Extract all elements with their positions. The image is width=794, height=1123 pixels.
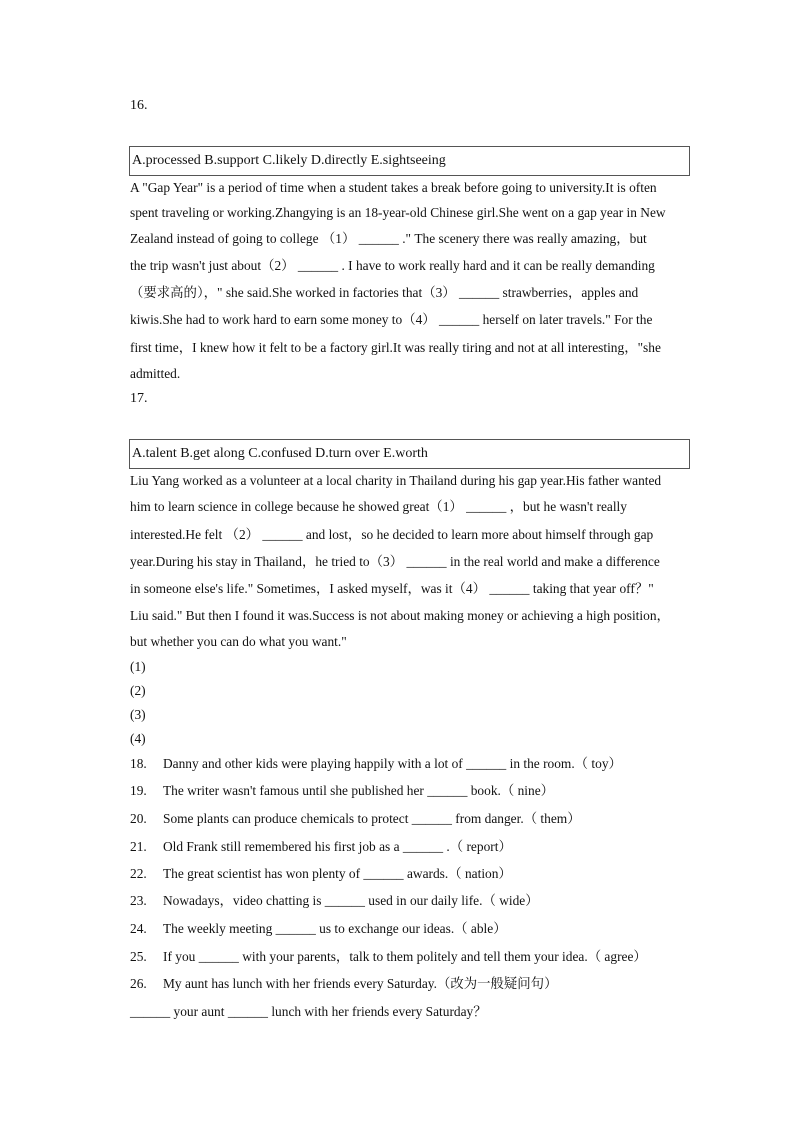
sub-question-3: (3) — [130, 707, 146, 722]
question-item — [130, 949, 647, 965]
question-item — [130, 811, 581, 827]
question-item — [130, 976, 557, 992]
item-number: 23. — [130, 893, 147, 908]
item-number: 19. — [130, 783, 147, 798]
passage-line: （要求高的），" she said.She worked in factories that（3） ______ strawberries，apples and — [130, 285, 639, 300]
question-16-options-box: A.processed B.support C.likely D.directly E.sightseeing — [129, 146, 690, 176]
passage-line: kiwis.She had to work hard to earn some money to（4） ______ herself on later travels." For the — [130, 312, 653, 327]
passage-line: first time，I knew how it felt to be a factory girl.It was really tiring and not at all interesting，"she — [130, 340, 661, 355]
question-16-number: 16. — [130, 98, 148, 113]
item-number: 25. — [130, 949, 147, 964]
item-text: Nowadays，video chatting is ______ used in our daily life.（ wide） — [163, 893, 539, 908]
question-item — [130, 893, 539, 909]
passage-line: the trip wasn't just about（2） ______ . I have to work really hard and it can be really demanding — [130, 258, 655, 273]
passage-line: him to learn science in college because he showed great（1） ______ ，but he wasn't really — [130, 499, 627, 514]
item-text: My aunt has lunch with her friends every Saturday.（改为一般疑问句） — [163, 976, 558, 991]
item-number: 26. — [130, 976, 147, 991]
item-number: 18. — [130, 756, 147, 771]
passage-line: Liu said." But then I found it was.Success is not about making money or achieving a high position， — [130, 608, 670, 623]
question-item — [130, 839, 512, 855]
item-number: 20. — [130, 811, 147, 826]
passage-line: Zealand instead of going to college （1） ______ ." The scenery there was really amazing，but — [130, 231, 647, 246]
passage-line: but whether you can do what you want." — [130, 634, 347, 649]
passage-line: Liu Yang worked as a volunteer at a local charity in Thailand during his gap year.His father wanted — [130, 473, 662, 488]
sub-question-4: (4) — [130, 731, 146, 746]
item-number: 22. — [130, 866, 147, 881]
passage-line: A "Gap Year" is a period of time when a student takes a break before going to university.It is often — [130, 180, 657, 195]
item-text: The weekly meeting ______ us to exchange our ideas.（ able） — [163, 921, 507, 936]
passage-line: spent traveling or working.Zhangying is an 18-year-old Chinese girl.She went on a gap year in New — [130, 205, 666, 220]
question-item — [130, 866, 512, 882]
question-17-number: 17. — [130, 391, 148, 406]
passage-line: year.During his stay in Thailand，he tried to（3） ______ in the real world and make a difference — [130, 554, 660, 569]
item-number: 21. — [130, 839, 147, 854]
sub-question-2: (2) — [130, 683, 146, 698]
question-item — [130, 756, 622, 772]
question-item — [130, 921, 507, 937]
passage-line: interested.He felt （2） ______ and lost，so he decided to learn more about himself through gap — [130, 527, 654, 542]
item-text: Some plants can produce chemicals to protect ______ from danger.（ them） — [163, 811, 581, 826]
item-text: The writer wasn't famous until she published her ______ book.（ nine） — [163, 783, 555, 798]
item-text: Danny and other kids were playing happily with a lot of ______ in the room.（ toy） — [163, 756, 622, 771]
item-text: Old Frank still remembered his first job as a ______ .（ report） — [163, 839, 512, 854]
item-text: The great scientist has won plenty of ______ awards.（ nation） — [163, 866, 512, 881]
item-text: If you ______ with your parents，talk to them politely and tell them your idea.（ agree） — [163, 949, 647, 964]
passage-line: admitted. — [130, 366, 181, 381]
question-17-options-box: A.talent B.get along C.confused D.turn over E.worth — [129, 439, 690, 469]
sub-question-1: (1) — [130, 659, 146, 674]
item-number: 24. — [130, 921, 147, 936]
question-item — [130, 783, 554, 799]
passage-line: in someone else's life." Sometimes，I asked myself，was it（4） ______ taking that year off？" — [130, 581, 654, 596]
question-26-answer-line: ______ your aunt ______ lunch with her friends every Saturday？ — [130, 1004, 487, 1019]
